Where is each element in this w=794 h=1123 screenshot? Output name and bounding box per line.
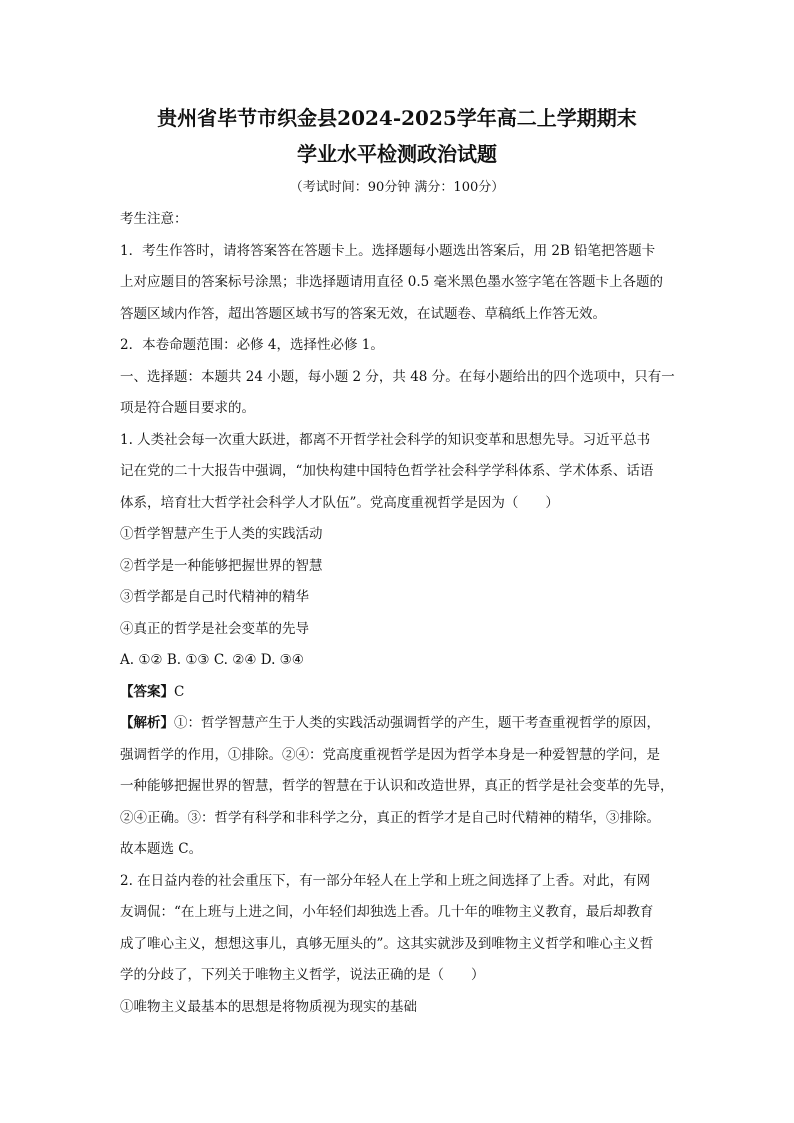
question-1-stem-line: 1. 人类社会每一次重大跃进，都离不开哲学社会科学的知识变革和思想先导。习近平总书 [120,431,651,448]
section-heading-line: 一、选择题：本题共 24 小题，每小题 2 分，共 48 分。在每小题给出的四个选项中，只有一 [120,368,675,385]
analysis-line: 故本题选 C。 [120,841,203,857]
notice-item-2: 2．本卷命题范围：必修 4，选择性必修 1。 [120,337,384,353]
section-heading [120,362,674,425]
analysis-text: ①：哲学智慧产生于人类的实践活动强调哲学的产生，题干考查重视哲学的原因， [174,715,660,731]
question-1-stem-line: 体系，培育壮大哲学社会科学人才队伍”。党高度重视哲学是因为（ ） [120,494,559,511]
analysis-label: 【解析】 [120,715,174,731]
answer-label: 【答案】 [120,683,174,700]
question-1-stem [120,425,674,520]
section-heading-line: 项是符合题目要求的。 [120,400,255,416]
page-subtitle: 学业水平检测政治试题 [297,142,497,166]
question-2-stem [120,866,674,992]
analysis-line: 一种能够把握世界的智慧，哲学的智慧在于认识和改造世界，真正的哲学是社会变革的先导， [120,778,674,794]
notice-item-1-line: 1．考生作答时，请将答案答在答题卡上。选择题每小题选出答案后，用 2B 铅笔把答题卡 [120,242,656,259]
question-2-stem-line: 学的分歧了，下列关于唯物主义哲学，说法正确的是（ ） [120,967,485,983]
question-1-analysis [120,708,674,866]
page-title: 贵州省毕节市织金县2024-2025学年高二上学期期末 [157,106,637,130]
question-1-answer [120,677,674,709]
question-1-stem-line: 记在党的二十大报告中强调，“加快构建中国特色哲学社会科学学科体系、学术体系、话语 [120,463,654,479]
notice-item-1-line: 上对应题目的答案标号涂黑；非选择题请用直径 0.5 毫米黑色墨水签字笔在答题卡上各题的 [120,274,664,290]
question-1-option: ②哲学是一种能够把握世界的智慧 [120,557,323,574]
notice-heading: 考生注意： [120,211,188,227]
question-1-option: ①哲学智慧产生于人类的实践活动 [120,526,323,542]
analysis-line [120,708,674,740]
notice-item-1-line: 答题区域内作答，超出答题区域书写的答案无效，在试题卷、草稿纸上作答无效。 [120,305,606,322]
exam-info: （考试时间：90分钟 满分：100分） [289,180,505,195]
analysis-line: 强调哲学的作用，①排除。②④：党高度重视哲学是因为哲学本身是一种爱智慧的学问，是 [120,746,660,763]
question-1-choices: A. ①② B. ①③ C. ②④ D. ③④ [120,652,304,668]
analysis-line: ②④正确。③：哲学有科学和非科学之分，真正的哲学才是自己时代精神的精华，③排除。 [120,809,660,826]
question-2-stem-line: 友调侃：“在上班与上进之间，小年轻们却独选上香。几十年的唯物主义教育，最后却教育 [120,904,654,920]
question-2-stem-line: 成了唯心主义，想想这事儿，真够无厘头的”。这其实就涉及到唯物主义哲学和唯心主义哲 [120,935,654,952]
answer-value: C [174,683,185,700]
notice-item-1 [120,236,674,331]
question-2-stem-line: 2. 在日益内卷的社会重压下，有一部分年轻人在上学和上班之间选择了上香。对此，有网 [120,872,651,889]
question-1-option: ③哲学都是自己时代精神的精华 [120,589,309,605]
question-1-option: ④真正的哲学是社会变革的先导 [120,620,309,637]
question-2-option: ①唯物主义最基本的思想是将物质视为现实的基础 [120,998,417,1015]
